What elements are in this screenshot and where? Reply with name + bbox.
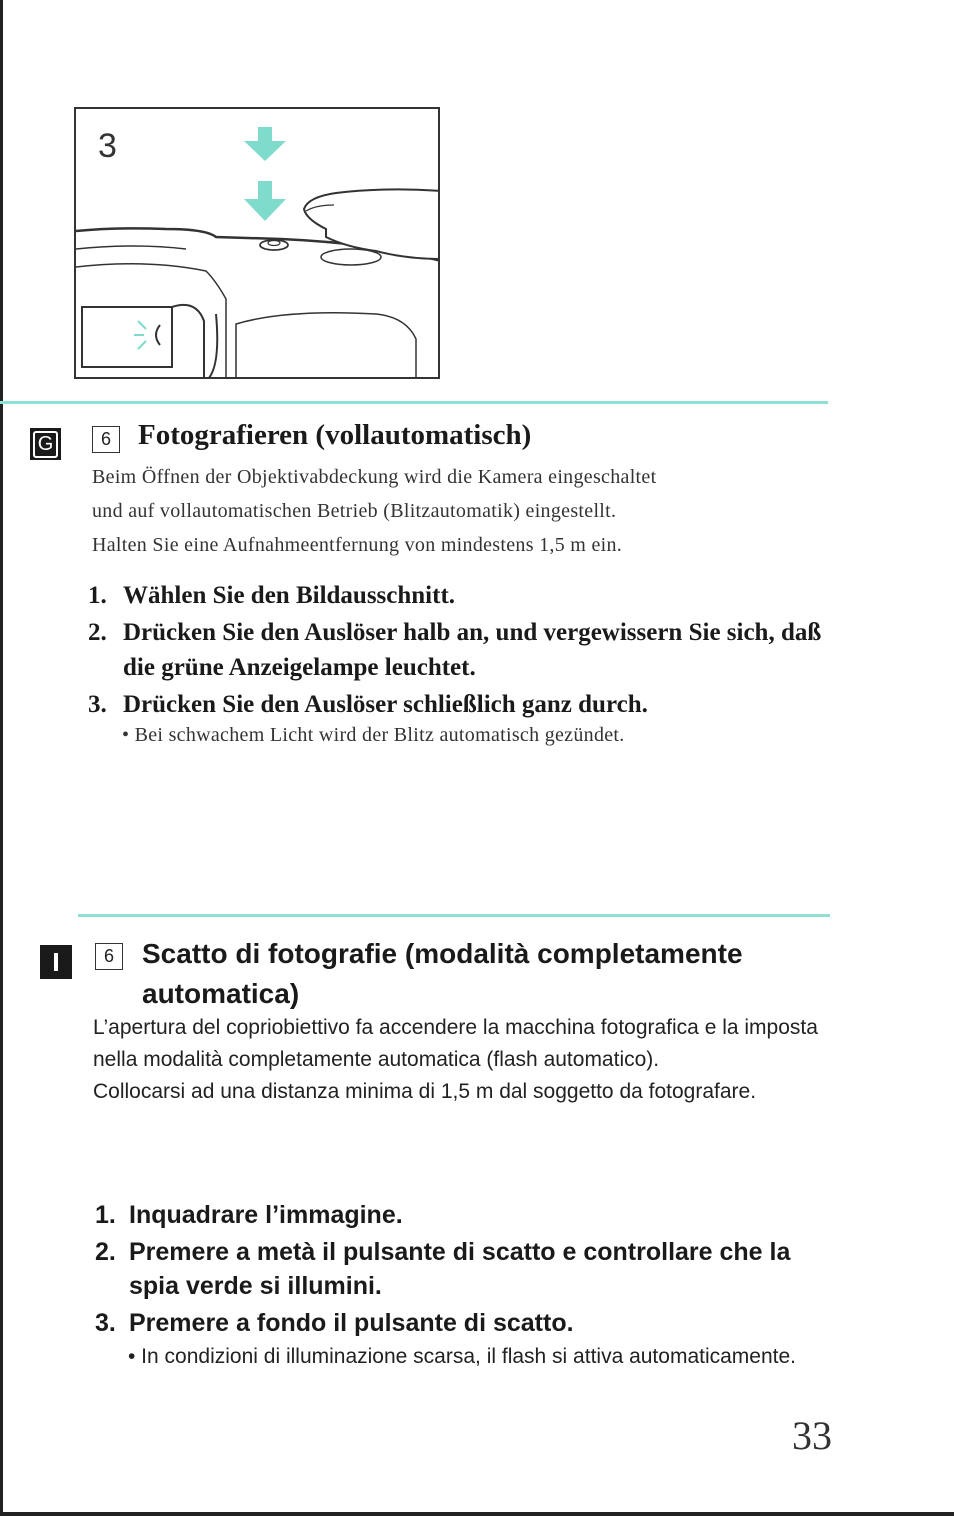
intro-line: und auf vollautomatischen Betrieb (Blitzautomatik) eingestellt.	[92, 500, 617, 522]
step-item: 1. Wählen Sie den Bildausschnitt.	[88, 582, 456, 609]
section-number-box: 6	[95, 943, 123, 970]
step-list-italian	[95, 1198, 815, 1343]
intro-paragraph: Collocarsi ad una distanza minima di 1,5 m dal soggetto da fotografare.	[93, 1080, 757, 1103]
camera-drawing	[76, 109, 440, 379]
step-item: 2. Premere a metà il pulsante di scatto e controllare che la spia verde si illumini.	[95, 1238, 791, 1300]
press-arrows	[244, 127, 286, 221]
page-edge-bottom	[0, 1512, 954, 1516]
finger	[304, 189, 440, 259]
section-title-italian: Scatto di fotografie (modalità completamente automatica)	[142, 938, 743, 1009]
viewfinder	[82, 307, 172, 367]
green-lamp-indicator	[134, 321, 146, 349]
page-number: 33	[792, 1413, 832, 1458]
step-item: 3. Premere a fondo il pulsante di scatto.	[95, 1309, 574, 1337]
section-divider-italian	[78, 914, 830, 917]
step-item: 2. Drücken Sie den Auslöser halb an, und vergewissern Sie sich, daß die grüne Anzeigelampe leuchtet.	[88, 619, 822, 681]
section-divider-german	[0, 401, 828, 404]
language-badge-german: G	[30, 428, 61, 460]
step-item: 1. Inquadrare l’immagine.	[95, 1201, 403, 1229]
intro-line: Beim Öffnen der Objektivabdeckung wird die Kamera eingeschaltet	[92, 466, 657, 488]
language-badge-italian	[40, 945, 72, 979]
intro-text-italian	[93, 1012, 833, 1108]
intro-text-german	[92, 460, 832, 562]
camera-top-line	[76, 246, 186, 249]
intro-paragraph: L’apertura del copriobiettivo fa accendere la macchina fotografica e la imposta nella modalità completamente automatica (flash automatico).	[93, 1016, 818, 1071]
page-edge	[0, 0, 3, 1516]
flash-note-german: • Bei schwachem Licht wird der Blitz automatisch gezündet.	[122, 724, 625, 746]
intro-line: Halten Sie eine Aufnahmeentfernung von mindestens 1,5 m ein.	[92, 534, 623, 556]
section-number-box: 6	[92, 426, 120, 453]
step-list-german	[88, 578, 838, 724]
section-title-german: Fotografieren (vollautomatisch)	[138, 419, 532, 451]
step-item: 3. Drücken Sie den Auslöser schließlich ganz durch.	[88, 691, 648, 718]
figure-step-number: 3	[98, 127, 117, 165]
flash-note-italian: • In condizioni di illuminazione scarsa, il flash si attiva automaticamente.	[128, 1345, 797, 1368]
lamp-lens	[156, 325, 160, 345]
camera-grip	[206, 314, 217, 379]
camera-front-panel	[236, 313, 416, 379]
camera-shutter-illustration	[74, 107, 440, 379]
